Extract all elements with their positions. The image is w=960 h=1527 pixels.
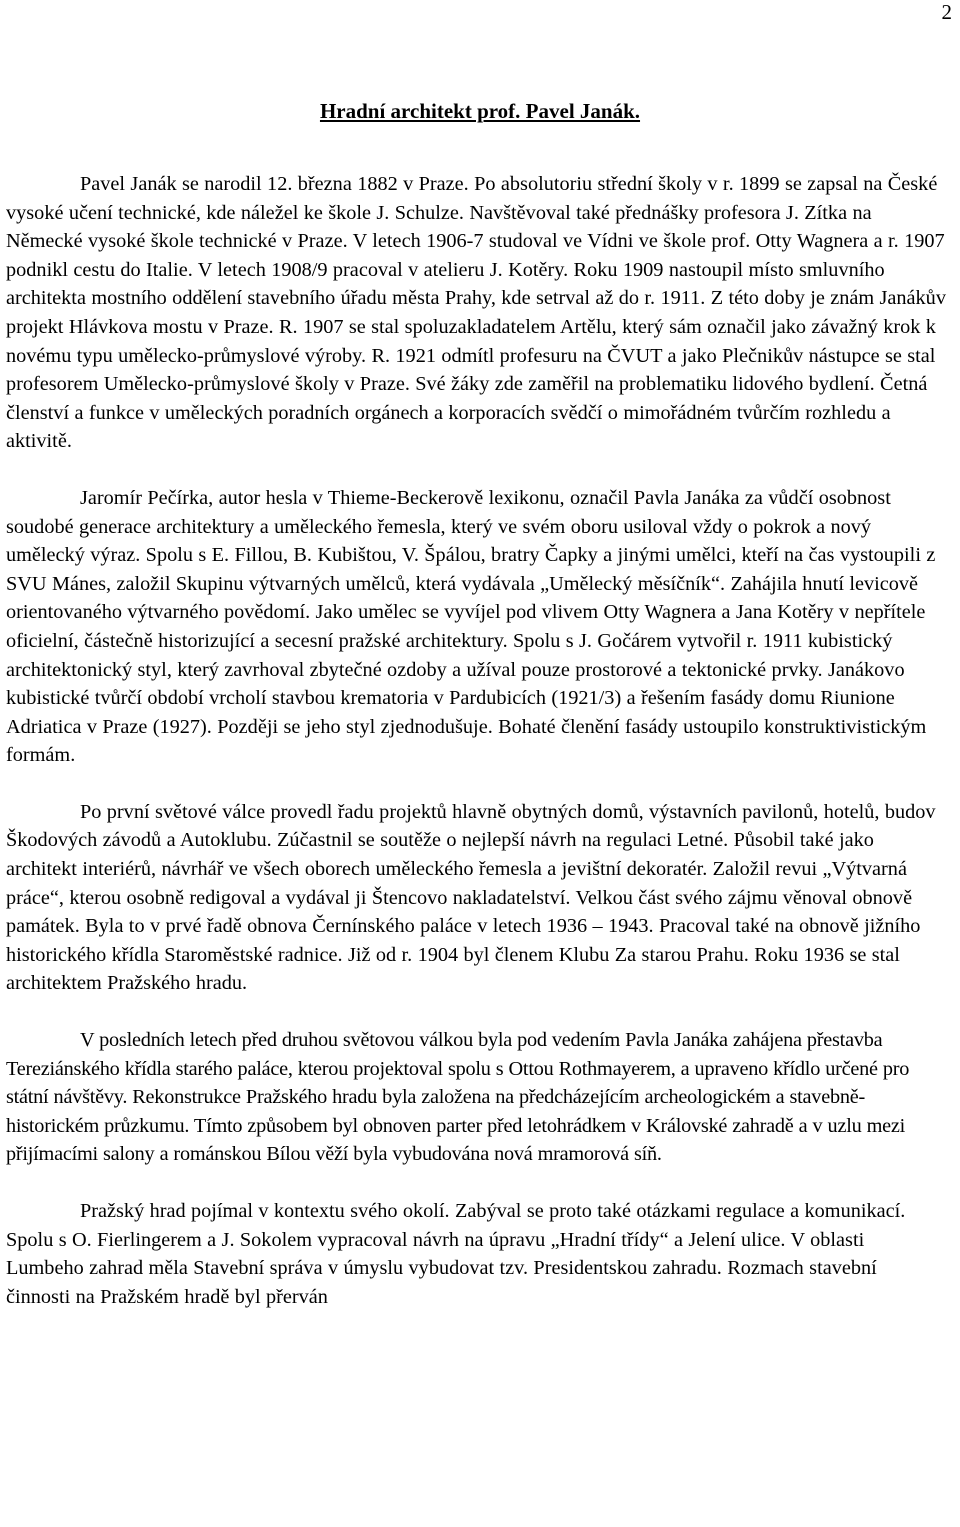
page-number: 2 [941,0,952,24]
paragraph-biography: Pavel Janák se narodil 12. března 1882 v Praze. Po absolutoriu střední školy v r. 1899 se zapsal na České vysoké učení technické, kde náležel ke škole J. Schulze. Navštěvoval také přednášky profesora J. Zítka na Německé vysoké škole technické v Praze. V letech 1906-7 studoval ve Vídni ve škole prof. Otty Wagnera a r. 1907 podnikl cestu do Italie. V letech 1908/9 pracoval v atelieru J. Kotěry. Roku 1909 nastoupil místo smluvního architekta mostního oddělení stavebního úřadu města Prahy, kde setrval až do r. 1911. Z této doby je znám Janákův projekt Hlávkova mostu v Praze. R. 1907 se stal spoluzakladatelem Artělu, který sám označil jako závažný krok k novému typu umělecko-průmyslové výroby. R. 1921 odmítl profesuru na ČVUT a jako Plečnikův nástupce se stal profesorem Umělecko-průmyslové školy v Praze. Své žáky zde zaměřil na problematiku lidového bydlení. Četná členství a funkce v uměleckých poradních orgánech a korporacích svědčí o mimořádném tvůrčím rozhledu a aktivitě. [6,173,946,453]
document-body [6,96,946,1339]
paragraph-after-war: Po první světové válce provedl řadu projektů hlavně obytných domů, výstavních pavilonů, hotelů, budov Škodových závodů a Autoklubu. Zúčastnil se soutěže o nejlepší návrh na regulaci Letné. Působil také jako architekt interiérů, návrhář ve všech oborech uměleckého řemesla a jevištní dekoratér. Založil revui „Výtvarná práce“, kterou osobně redigoval a vydával ji Štencovo nakladatelství. Velkou část svého zájmu věnoval obnově památek. Byla to v prvé řadě obnova Černínského paláce v letech 1936 – 1943. Pracoval také na obnově jižního historického křídla Staroměstské radnice. Již od r. 1904 byl členem Klubu Za starou Prahu. Roku 1936 se stal architektem Pražského hradu. [6,800,936,995]
document-title: Hradní architekt prof. Pavel Janák. [319,99,641,123]
paragraph-castle-context: Pražský hrad pojímal v kontextu svého okolí. Zabýval se proto také otázkami regulace a komunikací. Spolu s O. Fierlingerem a J. Sokolem vypracoval návrh na úpravu „Hradní třídy“ a Jelení ulice. V oblasti Lumbeho zahrad měla Stavební správa v úmyslu vybudovat tzv. Presidentskou zahradu. Rozmach stavební činnosti na Pražském hradě byl přerván [6,1200,906,1308]
paragraph-castle-reconstruction: V posledních letech před druhou světovou válkou byla pod vedením Pavla Janáka zahájena přestavba Tereziánského křídla starého paláce, kterou projektoval spolu s Ottou Rothmayerem, a upraveno křídlo určené pro státní návštěvy. Rekonstrukce Pražského hradu byla založena na předcházejícím archeologickém a stavebně-historickém průzkumu. Tímto způsobem byl obnoven parter před letohrádkem v Královské zahradě a v uzlu mezi přijímacími salony a románskou Bílou věží byla vybudována nová mramorová síň. [6,1029,910,1166]
paragraph-pecirka: Jaromír Pečírka, autor hesla v Thieme-Beckerově lexikonu, označil Pavla Janáka za vůdčí osobnost soudobé generace architektury a uměleckého řemesla, který ve svém oboru usiloval vždy o pokrok a nový umělecký výraz. Spolu s E. Fillou, B. Kubištou, V. Špálou, bratry Čapky a jinými umělci, kteří na čas vystoupili z SVU Mánes, založil Skupinu výtvarných umělců, která vydávala „Umělecký měsíčník“. Zahájila hnutí levicově orientovaného výtvarného povědomí. Jako umělec se vyvíjel pod vlivem Otty Wagnera a Jana Kotěry v nepřítele oficielní, částečně historizující a secesní pražské architektury. Spolu s J. Gočárem vytvořil r. 1911 kubistický architektonický styl, který zavrhoval zbytečné ozdoby a užíval pouze prostorové a tektonické prvky. Janákovo kubistické tvůrčí období vrcholí stavbou krematoria v Pardubicích (1921/3) a řešením fasády domu Riunione Adriatica v Praze (1927). Později se jeho styl zjednodušuje. Bohaté členění fasády ustoupilo konstruktivistickým formám. [6,486,936,767]
